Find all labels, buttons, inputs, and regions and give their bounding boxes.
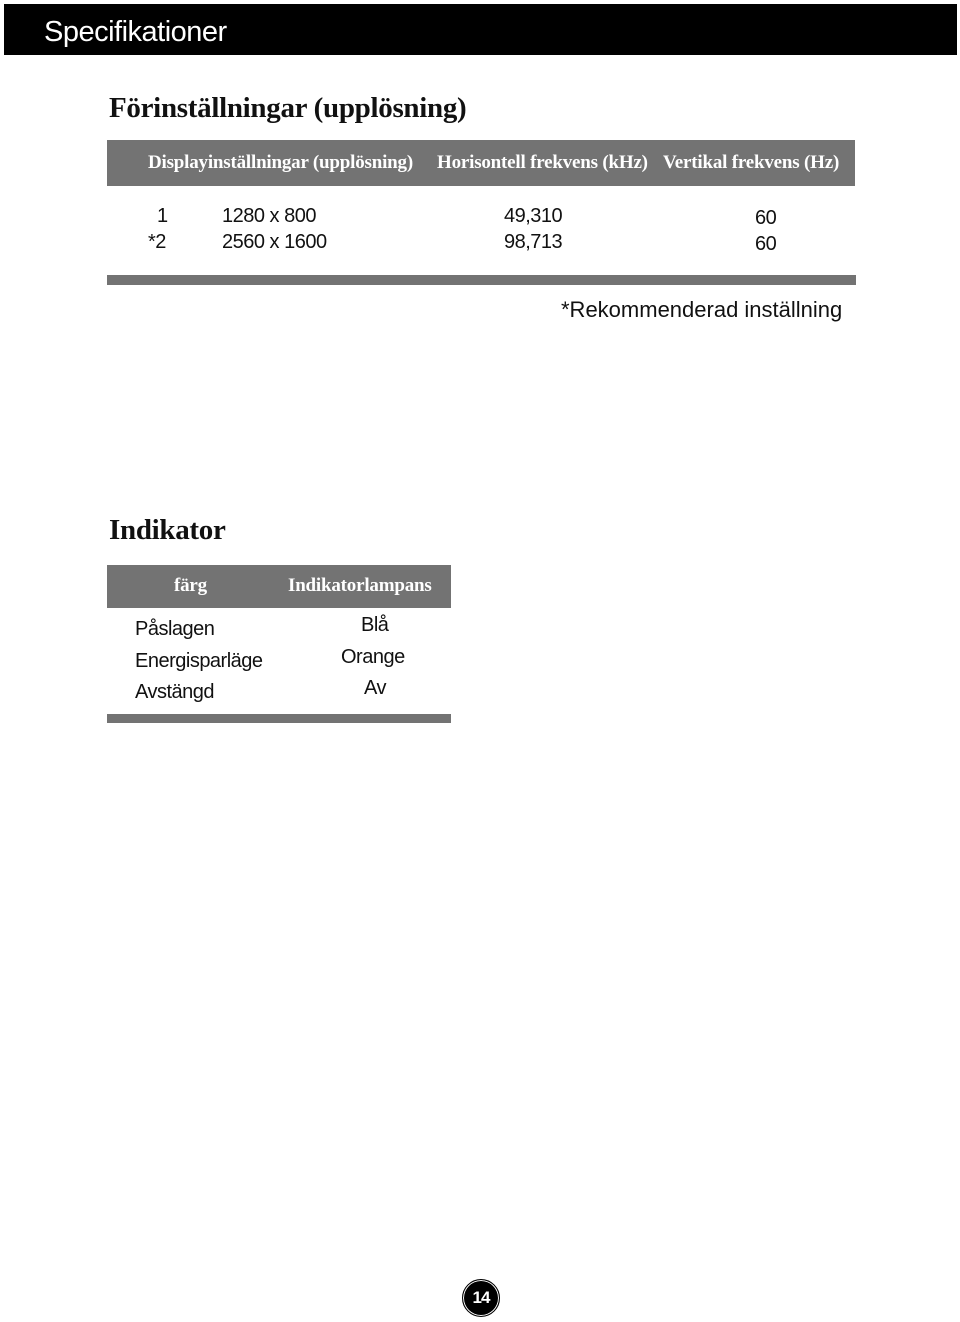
col-header-color: färg	[174, 575, 207, 596]
row-indicator-color: Orange	[341, 646, 405, 668]
row-indicator-color: Blå	[361, 614, 389, 636]
row-mode: 1	[157, 205, 168, 227]
recommended-note: *Rekommenderad inställning	[561, 297, 843, 322]
header-title: Specifikationer	[44, 16, 227, 48]
row-state: Avstängd	[135, 681, 215, 703]
indicator-title: Indikator	[109, 514, 226, 546]
row-resolution: 1280 x 800	[222, 205, 316, 227]
presets-table-header	[107, 140, 855, 186]
row-state: Energisparläge	[135, 650, 263, 672]
page-number-badge	[462, 1279, 500, 1317]
page-number: 14	[472, 1288, 490, 1307]
row-resolution: 2560 x 1600	[222, 231, 327, 253]
row-indicator-color: Av	[364, 677, 386, 699]
header-bar	[4, 4, 957, 55]
row-h-freq: 49,310	[504, 205, 563, 227]
presets-title: Förinställningar (upplösning)	[109, 92, 467, 124]
row-h-freq: 98,713	[504, 231, 563, 253]
row-state: Påslagen	[135, 618, 215, 640]
col-header-h-freq: Horisontell frekvens (kHz)	[437, 152, 648, 173]
row-mode: *2	[148, 231, 166, 253]
indicator-table-header	[107, 565, 451, 608]
col-header-indicator: Indikatorlampans	[288, 575, 432, 596]
presets-table-footer-rule	[107, 275, 856, 285]
col-header-resolution: Displayinställningar (upplösning)	[148, 152, 413, 173]
row-v-freq: 60	[755, 207, 777, 229]
col-header-v-freq: Vertikal frekvens (Hz)	[663, 152, 840, 173]
row-v-freq: 60	[755, 233, 777, 255]
indicator-table-footer-rule	[107, 714, 451, 723]
